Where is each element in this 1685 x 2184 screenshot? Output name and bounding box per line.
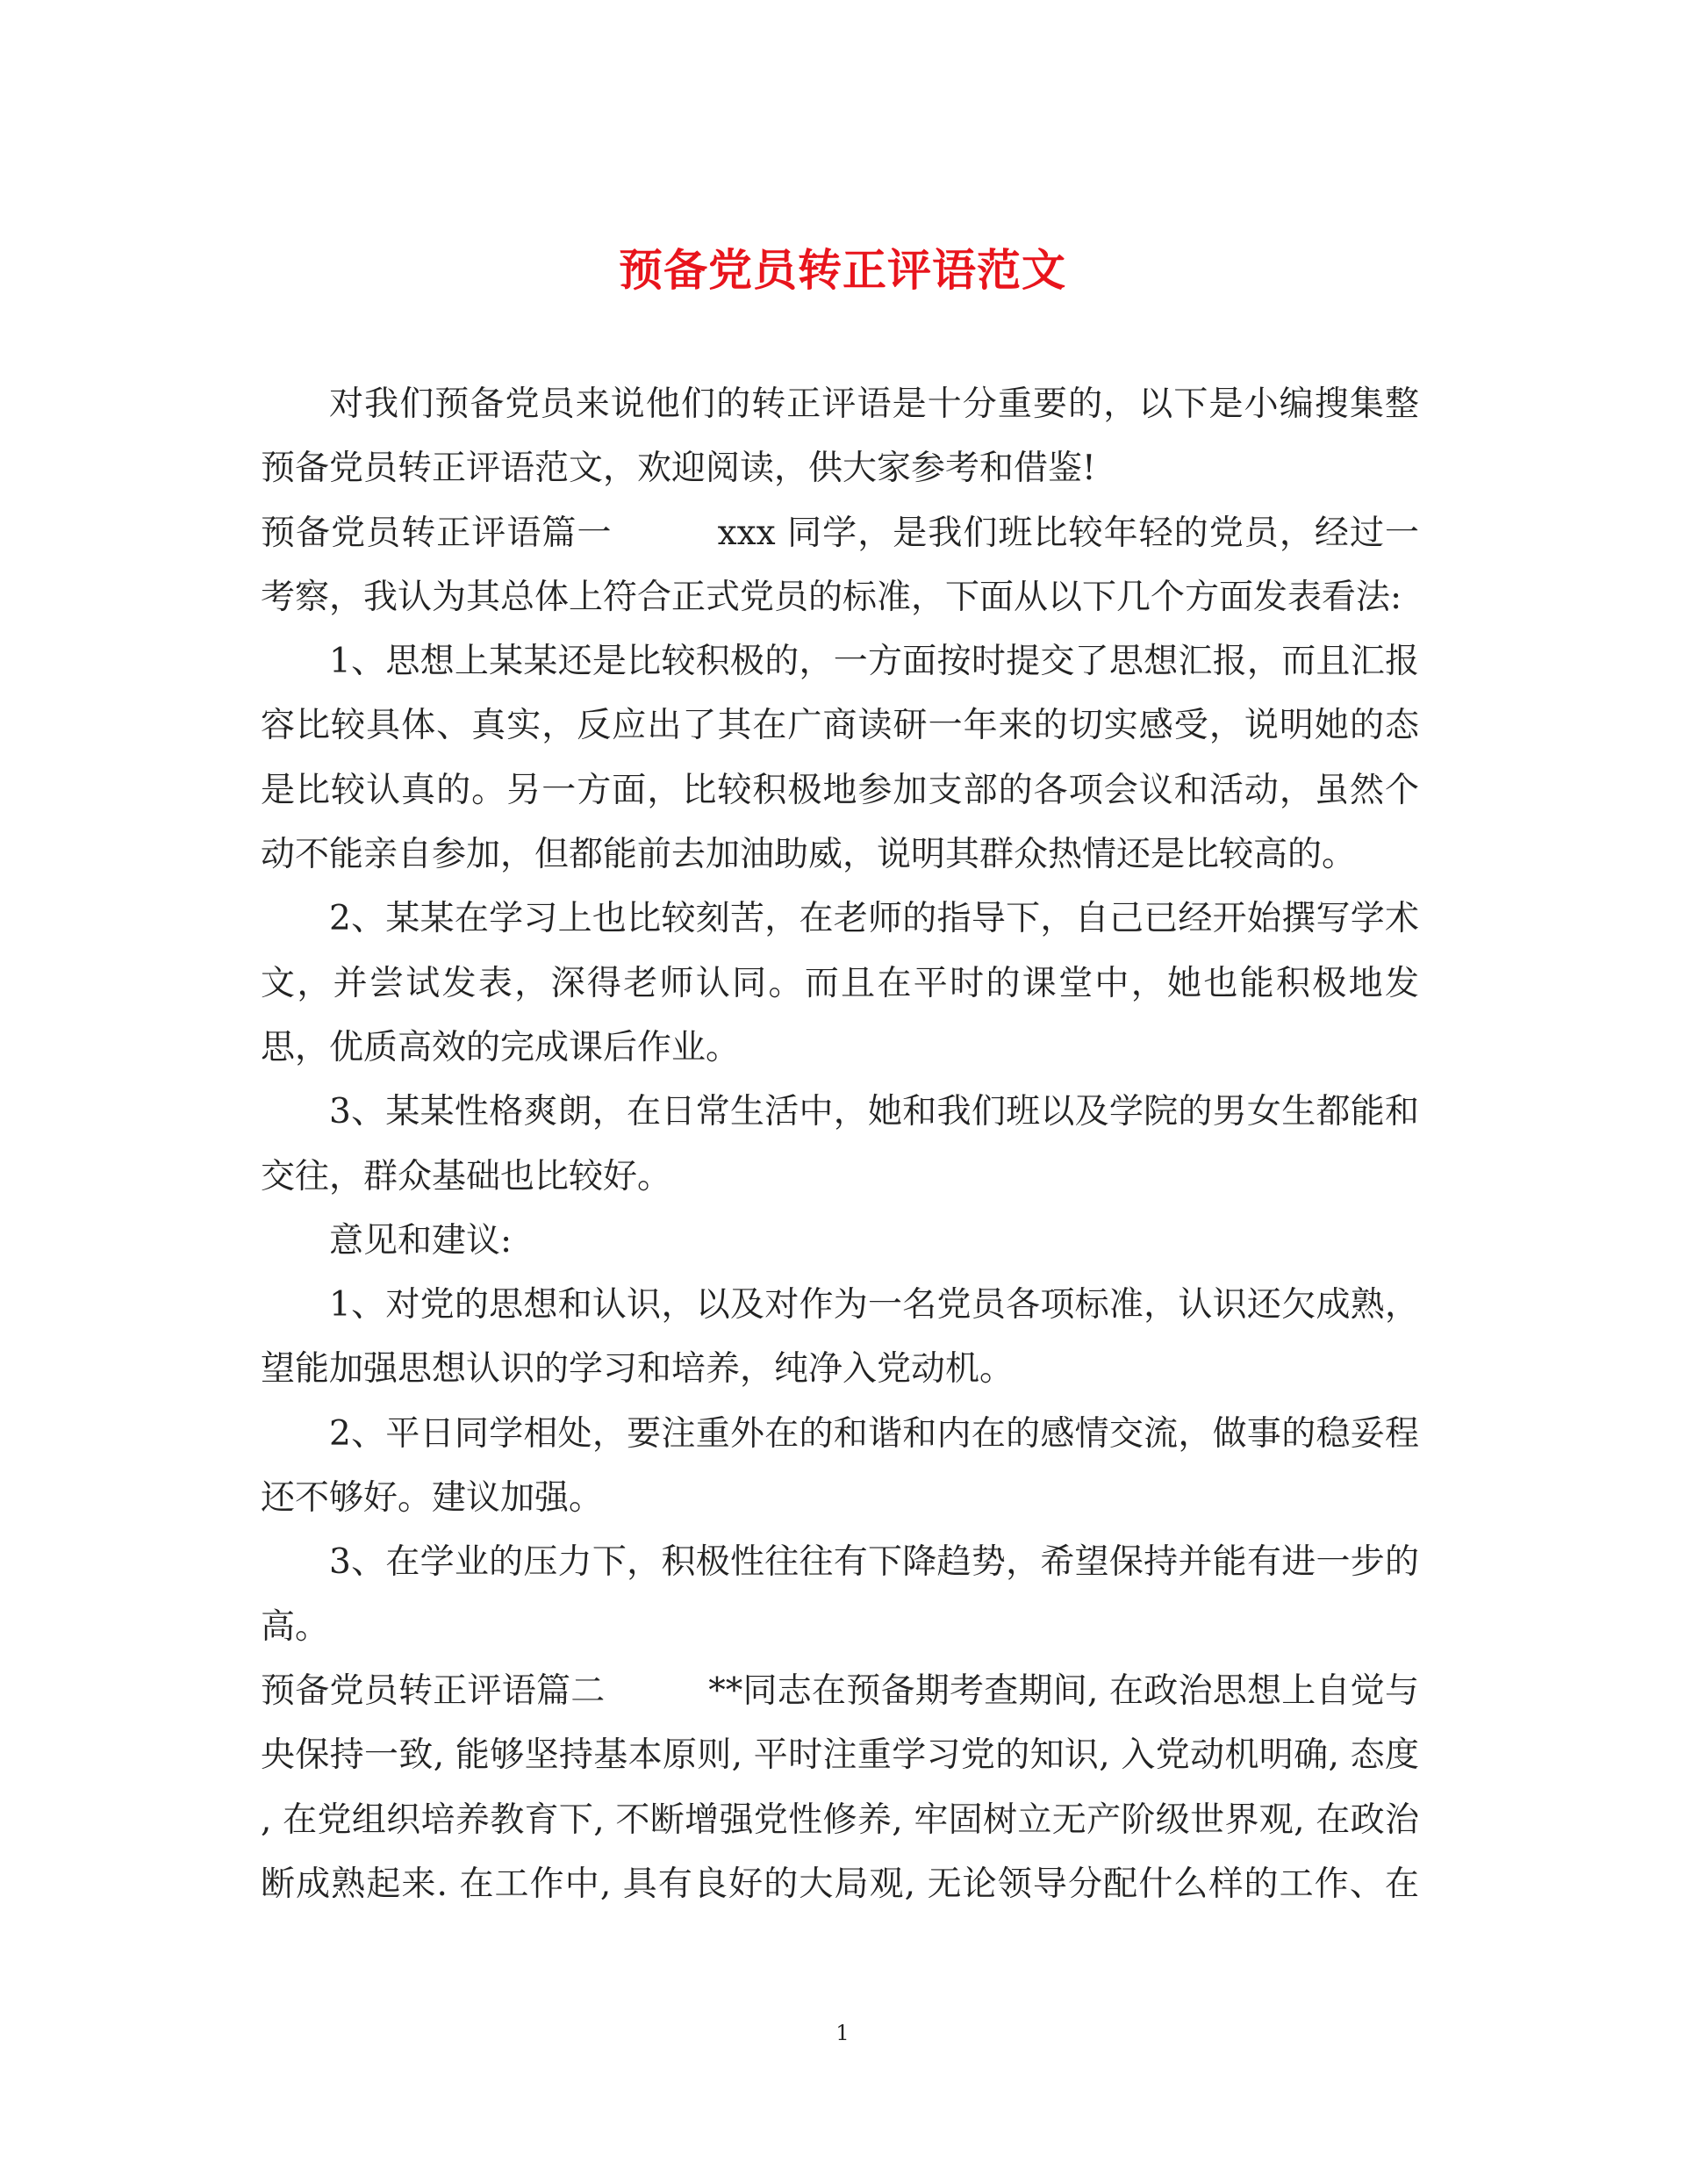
intro-line: 对我们预备党员来说他们的转正评语是十分重要的，以下是小编搜集整 — [329, 384, 1419, 424]
document-title: 预备党员转正评语范文 — [619, 244, 1066, 296]
point-line: 容比较具体、真实，反应出了其在广商读研一年来的切实感受，说明她的态 — [261, 706, 1419, 746]
point-line: 2、某某在学习上也比较刻苦，在老师的指导下，自己已经开始撰写学术 — [329, 899, 1419, 939]
point-line: 是比较认真的。另一方面，比较积极地参加支部的各项会议和活动，虽然个 — [261, 770, 1419, 810]
intro-line: 预备党员转正评语范文，欢迎阅读，供大家参考和借鉴! — [261, 449, 1096, 489]
point-line: 思，优质高效的完成课后作业。 — [261, 1027, 741, 1067]
point-line: 1、思想上某某还是比较积极的，一方面按时提交了思想汇报，而且汇报 — [329, 642, 1419, 682]
point-line: 动不能亲自参加，但都能前去加油助威，说明其群众热情还是比较高的。 — [261, 835, 1357, 875]
document-body — [261, 372, 1419, 1916]
section-two-line: 央保持一致, 能够坚持基本原则, 平时注重学习党的知识, 入党动机明确, 态度 — [261, 1735, 1419, 1776]
section-two-line: , 在党组织培养教育下, 不断增强党性修养, 牢固树立无产阶级世界观, 在政治 — [261, 1800, 1419, 1840]
suggestion-line: 望能加强思想认识的学习和培养，纯净入党动机。 — [261, 1349, 1015, 1390]
section-one-line: 预备党员转正评语篇一 xxx 同学，是我们班比较年轻的党员，经过一 — [261, 513, 1419, 553]
suggestion-line: 1、对党的思想和认识，以及对作为一名党员各项标准，认识还欠成熟， — [329, 1285, 1419, 1325]
suggestion-line: 还不够好。建议加强。 — [261, 1478, 604, 1519]
section-two-line: 断成熟起来. 在工作中, 具有良好的大局观, 无论领导分配什么样的工作、在 — [261, 1864, 1419, 1904]
point-line: 文，并尝试发表，深得老师认同。而且在平时的课堂中，她也能积极地发 — [261, 963, 1419, 1003]
suggestion-line: 2、平日同学相处，要注重外在的和谐和内在的感情交流，做事的稳妥程 — [329, 1413, 1419, 1454]
suggestions-heading: 意见和建议: — [329, 1220, 513, 1261]
section-two-line: 预备党员转正评语篇二 **同志在预备期考查期间, 在政治思想上自觉与 — [261, 1670, 1419, 1711]
suggestion-line: 3、在学业的压力下，积极性往往有下降趋势，希望保持并能有进一步的 — [329, 1542, 1419, 1583]
suggestion-line: 高。 — [261, 1606, 330, 1647]
section-one-line: 考察，我认为其总体上符合正式党员的标准，下面从以下几个方面发表看法: — [261, 577, 1402, 617]
point-line: 3、某某性格爽朗，在日常生活中，她和我们班以及学院的男女生都能和 — [329, 1092, 1419, 1132]
point-line: 交往，群众基础也比较好。 — [261, 1156, 672, 1196]
page-number: 1 — [835, 2021, 850, 2045]
